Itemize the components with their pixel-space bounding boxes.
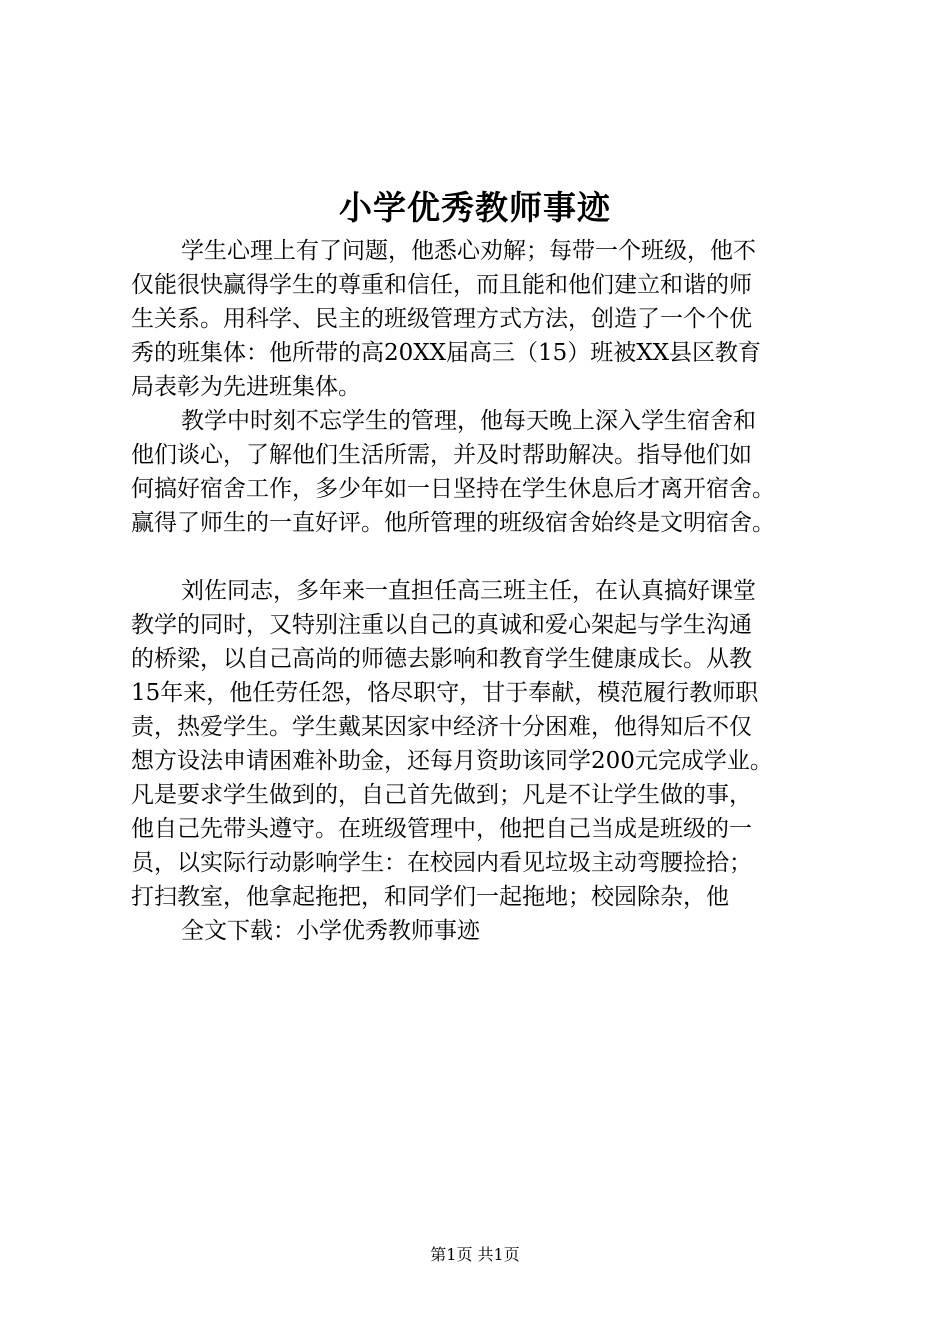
document-body (131, 234, 831, 948)
paragraph-line: 赢得了师生的一直好评。他所管理的班级宿舍始终是文明宿舍。 (131, 510, 775, 536)
paragraph-line: 他们谈心，了解他们生活所需，并及时帮助解决。指导他们如 (131, 442, 752, 468)
paragraph-line: 他自己先带头遵守。在班级管理中，他把自己当成是班级的一 (131, 816, 752, 842)
download-link[interactable]: 全文下载：小学优秀教师事迹 (181, 918, 480, 944)
paragraph-line: 教学中时刻不忘学生的管理，他每天晚上深入学生宿舍和 (181, 408, 756, 434)
paragraph-line: 学生心理上有了问题，他悉心劝解；每带一个班级，他不 (181, 238, 756, 264)
paragraph-line: 刘佐同志，多年来一直担任高三班主任，在认真搞好课堂 (181, 578, 756, 604)
paragraph-line: 何搞好宿舍工作，多少年如一日坚持在学生休息后才离开宿舍。 (131, 476, 775, 502)
paragraph-line: 仅能很快赢得学生的尊重和信任，而且能和他们建立和谐的师 (131, 272, 752, 298)
paragraph-line: 打扫教室，他拿起拖把，和同学们一起拖地；校园除杂，他 (131, 884, 729, 910)
paragraph-line: 员，以实际行动影响学生：在校园内看见垃圾主动弯腰捡拾； (131, 850, 752, 876)
paragraph-line: 责，热爱学生。学生戴某因家中经济十分困难，他得知后不仅 (131, 714, 752, 740)
paragraph-line: 生关系。用科学、民主的班级管理方式方法，创造了一个个优 (131, 306, 752, 332)
paragraph-line: 想方设法申请困难补助金，还每月资助该同学200元完成学业。 (131, 748, 773, 774)
document-title: 小学优秀教师事迹 (339, 188, 611, 227)
page-footer: 第1页 共1页 (430, 1245, 520, 1264)
paragraph-line: 局表彰为先进班集体。 (131, 374, 361, 400)
paragraph-line: 秀的班集体：他所带的高20XX届高三（15）班被XX县区教育 (131, 340, 762, 366)
paragraph-line: 教学的同时，又特别注重以自己的真诚和爱心架起与学生沟通 (131, 612, 752, 638)
paragraph-line: 的桥梁，以自己高尚的师德去影响和教育学生健康成长。从教 (131, 646, 752, 672)
paragraph-line: 凡是要求学生做到的，自己首先做到；凡是不让学生做的事， (131, 782, 752, 808)
paragraph-line: 15年来，他任劳任怨，恪尽职守，甘于奉献，模范履行教师职 (131, 680, 759, 706)
paragraph-spacer (131, 540, 831, 574)
